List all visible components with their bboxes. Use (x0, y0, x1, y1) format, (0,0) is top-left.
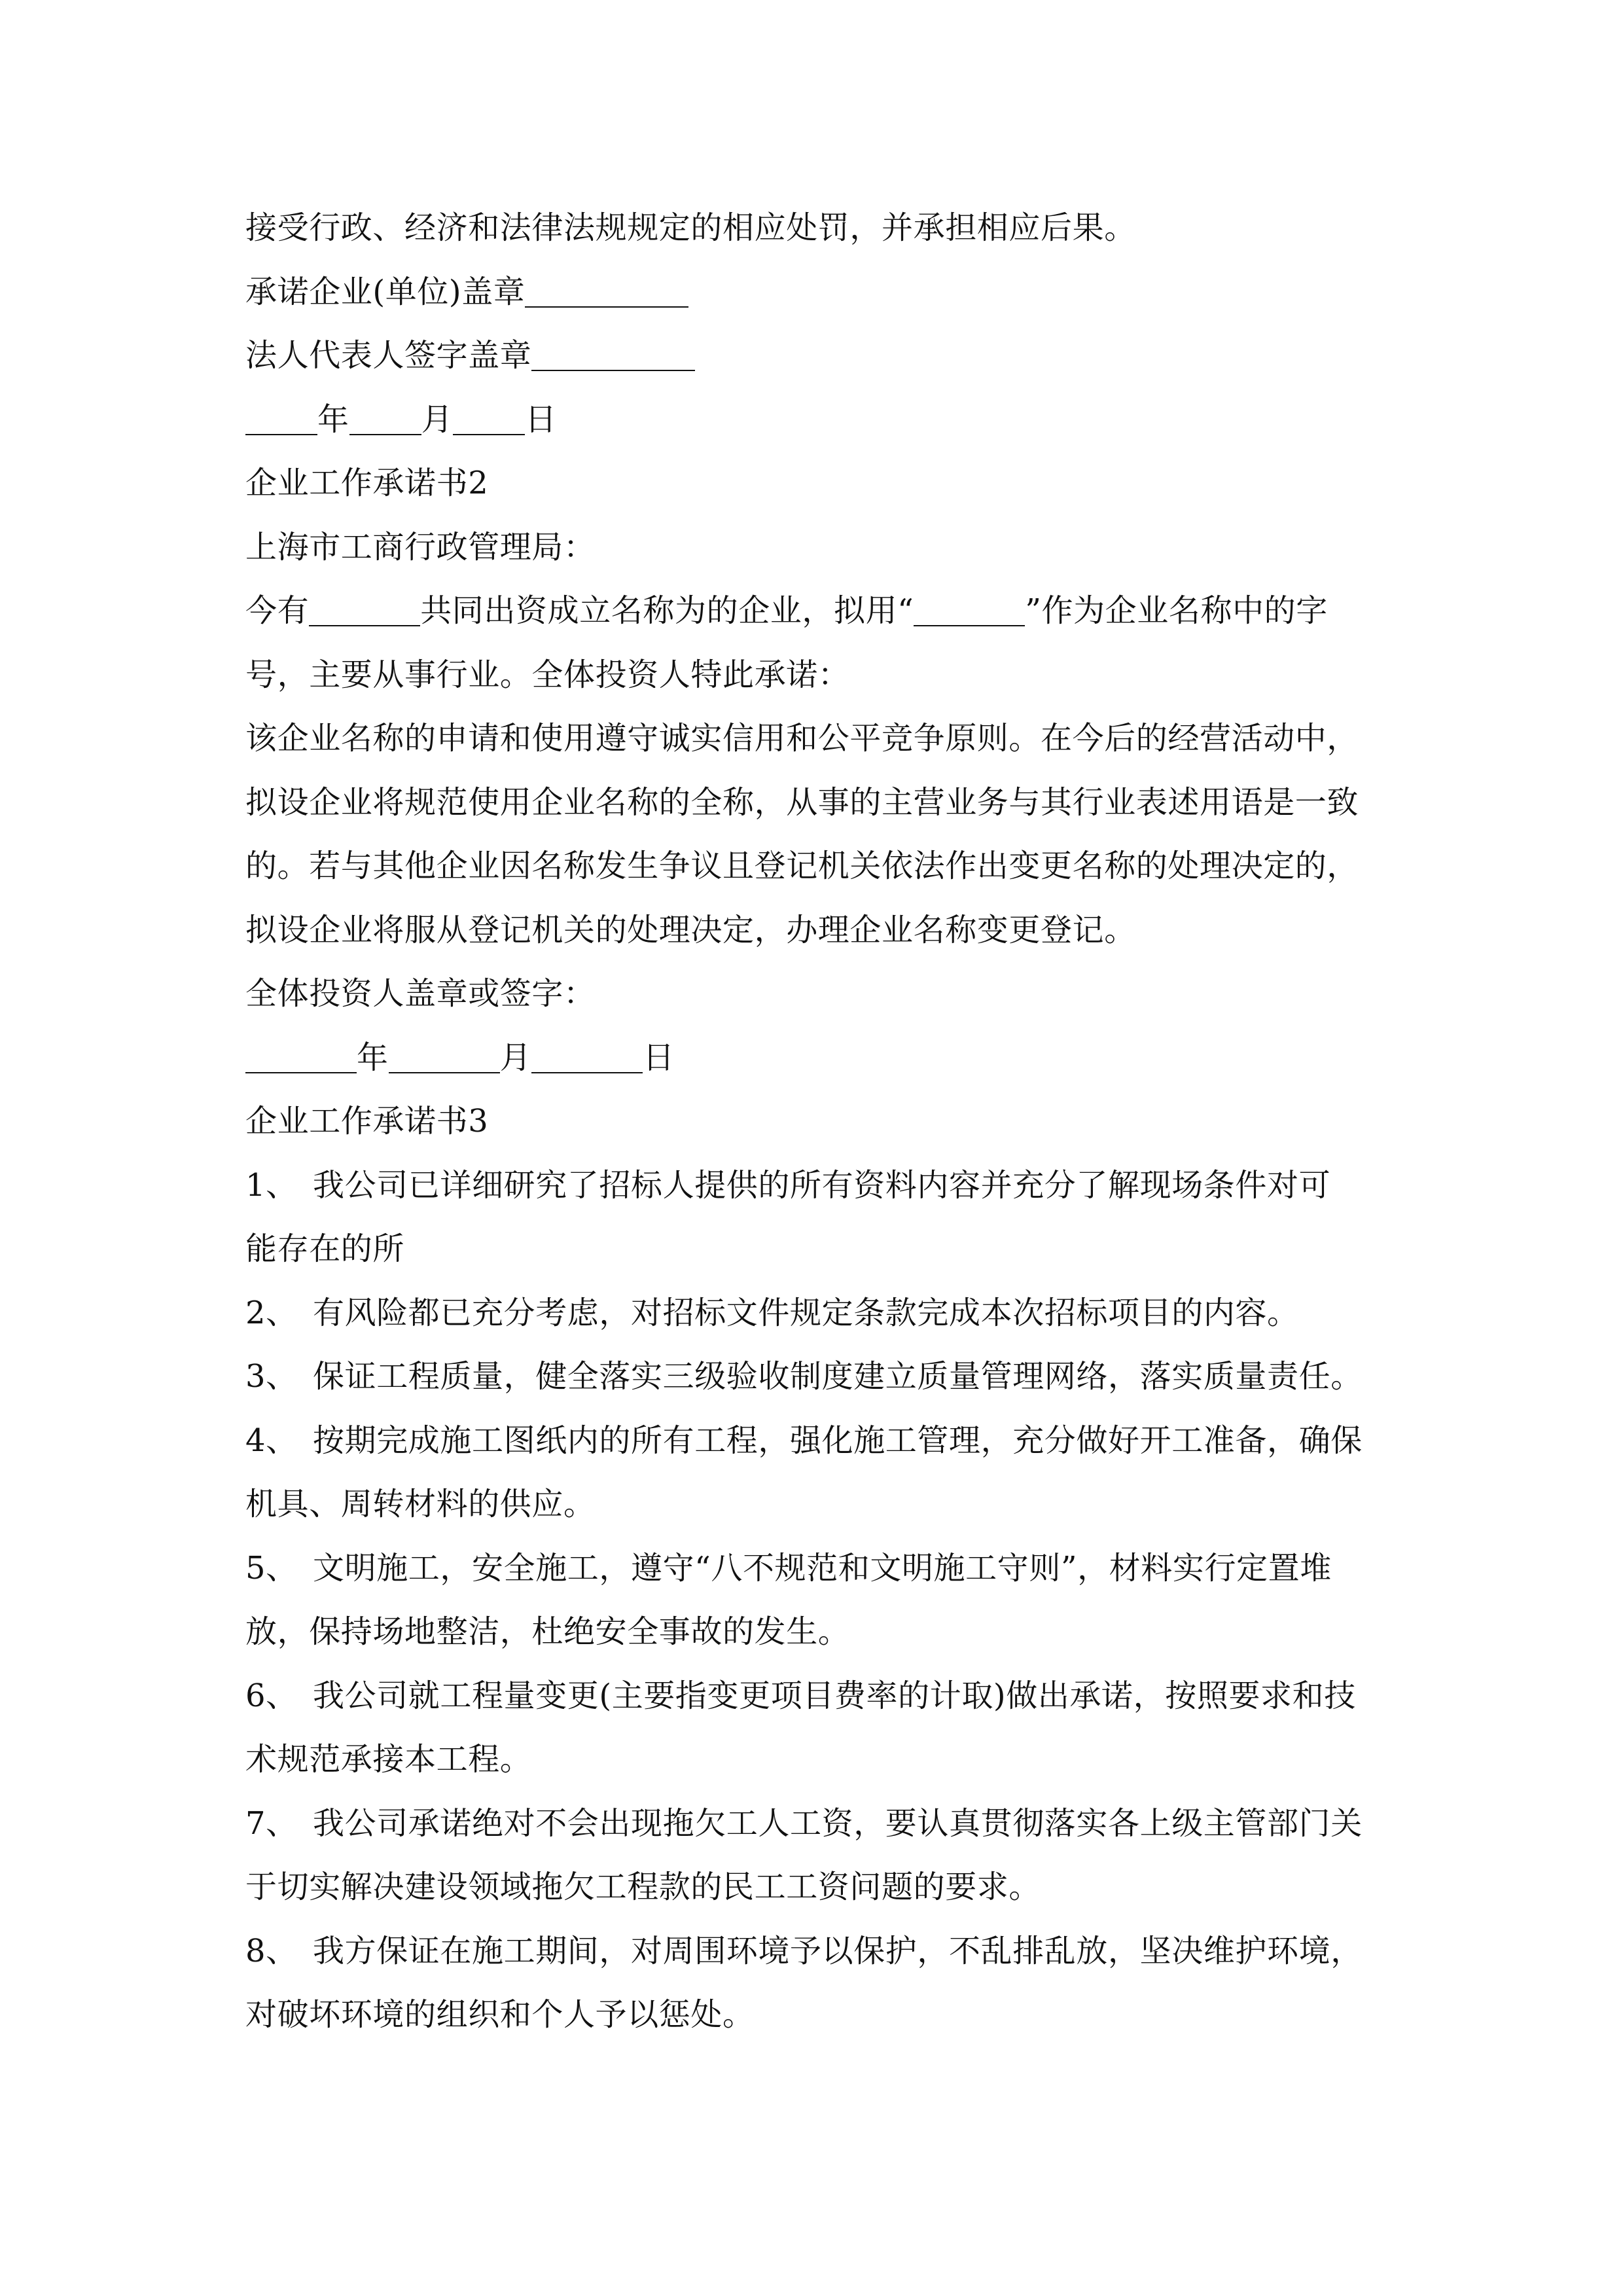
item-number: 7、 (245, 1804, 298, 1842)
item-number: 2、 (245, 1294, 298, 1331)
document-body (245, 196, 1397, 2047)
list-item (245, 1345, 1397, 1409)
month-blank[interactable] (349, 396, 421, 435)
list-item (245, 1792, 1397, 1856)
legal-rep-sign-line (245, 324, 1397, 388)
investor-statement-b: 共同出资成立名称为的企业，拟用“ (420, 592, 914, 629)
list-item (245, 1664, 1397, 1729)
month-label: 月 (499, 1039, 532, 1076)
item-text: 我公司已详细研究了招标人提供的所有资料内容并充分了解现场条件对可 (313, 1166, 1331, 1204)
year-label: 年 (357, 1039, 389, 1076)
list-item-continuation: 能存在的所 (245, 1230, 405, 1267)
item-text: 有风险都已充分考虑，对招标文件规定条款完成本次招标项目的内容。 (313, 1294, 1299, 1331)
year-blank[interactable] (245, 1034, 357, 1073)
commitment-paragraph-line: 该企业名称的申请和使用遵守诚实信用和公平竞争原则。在今后的经营活动中， (245, 720, 1359, 757)
addressee: 上海市工商行政管理局： (245, 528, 596, 565)
day-blank[interactable] (453, 396, 525, 435)
commitment-paragraph-line: 拟设企业将服从登记机关的处理决定，办理企业名称变更登记。 (245, 911, 1136, 948)
item-number: 4、 (245, 1422, 298, 1459)
day-label: 日 (643, 1039, 675, 1076)
month-blank[interactable] (389, 1034, 500, 1073)
item-number: 1、 (245, 1166, 298, 1204)
list-item-continuation: 机具、周转材料的供应。 (245, 1486, 596, 1522)
day-label: 日 (525, 401, 557, 438)
list-item-continuation: 对破坏环境的组织和个人予以惩处。 (245, 1996, 755, 2033)
list-item (245, 1154, 1397, 1218)
trade-name-blank[interactable] (914, 587, 1025, 626)
list-item (245, 1537, 1397, 1601)
commitment-paragraph-line: 的。若与其他企业因名称发生争议且登记机关依法作出变更名称的处理决定的， (245, 848, 1359, 884)
section-3-title: 企业工作承诺书3 (245, 1103, 489, 1139)
item-text: 我方保证在施工期间，对周围环境予以保护，不乱排乱放，坚决维护环境， (313, 1932, 1363, 1969)
year-label: 年 (317, 401, 349, 438)
investor-statement-a: 今有 (245, 592, 310, 629)
item-number: 6、 (245, 1677, 298, 1714)
item-number: 5、 (245, 1549, 298, 1587)
item-text: 保证工程质量，健全落实三级验收制度建立质量管理网络，落实质量责任。 (313, 1358, 1363, 1395)
list-item (245, 1409, 1397, 1473)
item-number: 8、 (245, 1932, 298, 1969)
list-item-continuation: 放，保持场地整洁，杜绝安全事故的发生。 (245, 1613, 850, 1650)
item-number: 3、 (245, 1358, 298, 1395)
day-blank[interactable] (531, 1034, 643, 1073)
item-text: 我公司就工程量变更(主要指变更项目费率的计取)做出承诺，按照要求和技 (313, 1677, 1356, 1714)
investor-statement-line-2: 号，主要从事行业。全体投资人特此承诺： (245, 656, 850, 693)
item-text: 文明施工，安全施工，遵守“八不规范和文明施工守则”，材料实行定置堆 (313, 1549, 1332, 1587)
item-text: 按期完成施工图纸内的所有工程，强化施工管理，充分做好开工准备，确保 (313, 1422, 1363, 1459)
investors-blank[interactable] (309, 587, 420, 626)
investor-statement-line (245, 579, 1397, 643)
investor-signature-label: 全体投资人盖章或签字： (245, 975, 596, 1012)
date-line-1 (245, 388, 1397, 452)
list-item (245, 1920, 1397, 1984)
year-blank[interactable] (245, 396, 317, 435)
commitment-paragraph-line: 拟设企业将规范使用企业名称的全称，从事的主营业务与其行业表述用语是一致 (245, 783, 1359, 821)
section-2-title: 企业工作承诺书2 (245, 465, 489, 501)
company-seal-blank[interactable] (525, 268, 688, 308)
item-text: 我公司承诺绝对不会出现拖欠工人工资，要认真贯彻落实各上级主管部门关 (313, 1804, 1363, 1842)
list-item (245, 1282, 1397, 1346)
company-seal-label: 承诺企业(单位)盖章 (245, 273, 526, 310)
legal-rep-sign-blank[interactable] (531, 332, 695, 371)
date-line-2 (245, 1026, 1397, 1090)
month-label: 月 (421, 401, 454, 438)
legal-rep-sign-label: 法人代表人签字盖章 (245, 337, 532, 374)
company-seal-line (245, 260, 1397, 325)
investor-statement-c: ”作为企业名称中的字 (1025, 592, 1328, 629)
closing-statement: 接受行政、经济和法律法规规定的相应处罚，并承担相应后果。 (245, 209, 1136, 246)
list-item-continuation: 术规范承接本工程。 (245, 1741, 532, 1778)
list-item-continuation: 于切实解决建设领域拖欠工程款的民工工资问题的要求。 (245, 1869, 1041, 1905)
